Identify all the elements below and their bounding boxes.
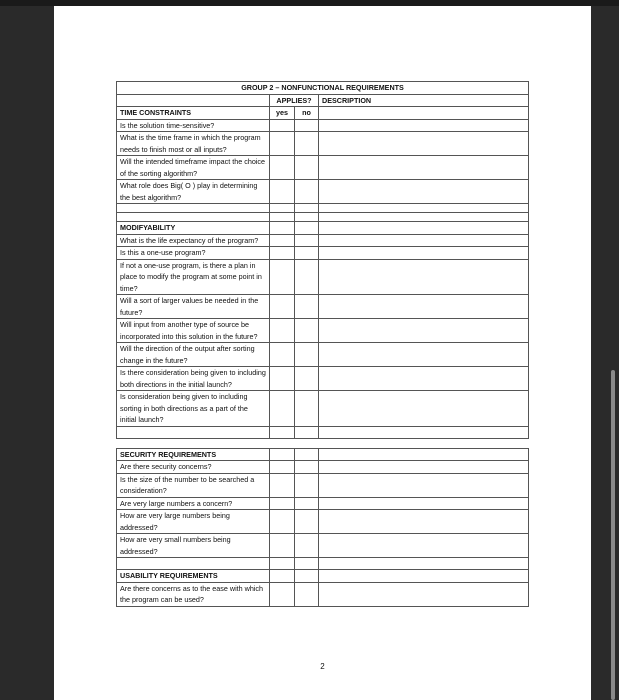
question-text: Is there consideration being given to including both directions in the initial launch? — [117, 367, 270, 391]
question-text: Is this a one-use program? — [117, 247, 270, 260]
no-cell — [295, 534, 319, 558]
no-cell — [295, 119, 319, 132]
section-heading: MODIFYABILITY — [117, 222, 270, 235]
question-row — [117, 156, 529, 180]
question-text: If not a one-use program, is there a plan in place to modify the program at some point in time? — [117, 259, 270, 295]
question-row — [117, 497, 529, 510]
question-row — [117, 259, 529, 295]
question-text: Will input from another type of source be incorporated into this solution in the future? — [117, 319, 270, 343]
header-row — [117, 94, 529, 107]
yes-cell — [270, 156, 295, 180]
no-cell — [295, 461, 319, 474]
question-row — [117, 343, 529, 367]
yes-cell — [270, 582, 295, 606]
yes-cell — [270, 534, 295, 558]
question-text: Are there security concerns? — [117, 461, 270, 474]
description-cell — [319, 343, 529, 367]
no-cell — [295, 497, 319, 510]
question-row — [117, 119, 529, 132]
description-cell — [319, 497, 529, 510]
question-row — [117, 391, 529, 427]
applies-header: APPLIES? — [270, 94, 319, 107]
vertical-scrollbar[interactable] — [611, 370, 615, 700]
section-header-row — [117, 570, 529, 583]
question-text: How are very large numbers being addressed? — [117, 510, 270, 534]
question-row — [117, 132, 529, 156]
yes-cell — [270, 497, 295, 510]
description-cell — [319, 534, 529, 558]
table-title: GROUP 2 – NONFUNCTIONAL REQUIREMENTS — [117, 82, 529, 95]
no-cell — [295, 132, 319, 156]
section-header-row — [117, 107, 529, 120]
description-cell — [319, 180, 529, 204]
no-cell — [295, 259, 319, 295]
yes-cell — [270, 180, 295, 204]
section-heading: SECURITY REQUIREMENTS — [117, 448, 270, 461]
yes-cell — [270, 461, 295, 474]
description-cell — [319, 119, 529, 132]
description-cell — [319, 367, 529, 391]
question-text: Will the direction of the output after sorting change in the future? — [117, 343, 270, 367]
description-cell — [319, 295, 529, 319]
no-cell — [295, 582, 319, 606]
description-cell — [319, 473, 529, 497]
no-cell — [295, 180, 319, 204]
section-gap — [117, 438, 529, 448]
no-cell — [295, 391, 319, 427]
requirements-table — [116, 81, 529, 607]
no-cell — [295, 295, 319, 319]
question-row — [117, 367, 529, 391]
yes-cell — [270, 367, 295, 391]
no-cell — [295, 473, 319, 497]
spacer-row — [117, 213, 529, 222]
no-cell — [295, 234, 319, 247]
yes-cell — [270, 247, 295, 260]
description-cell — [319, 234, 529, 247]
yes-cell — [270, 510, 295, 534]
spacer-row — [117, 426, 529, 438]
question-text: How are very small numbers being addressed? — [117, 534, 270, 558]
section-heading: TIME CONSTRAINTS — [117, 107, 270, 120]
description-cell — [319, 259, 529, 295]
question-text: What is the time frame in which the program needs to finish most or all inputs? — [117, 132, 270, 156]
question-row — [117, 461, 529, 474]
yes-cell — [270, 234, 295, 247]
spacer-row — [117, 204, 529, 213]
question-text: Is consideration being given to including sorting in both directions as a part of the initial launch? — [117, 391, 270, 427]
description-header: DESCRIPTION — [319, 94, 529, 107]
question-row — [117, 534, 529, 558]
no-cell — [295, 510, 319, 534]
spacer-row — [117, 558, 529, 570]
question-text: Are there concerns as to the ease with which the program can be used? — [117, 582, 270, 606]
yes-cell — [270, 319, 295, 343]
section-header-row — [117, 448, 529, 461]
no-cell — [295, 156, 319, 180]
question-text: Is the solution time-sensitive? — [117, 119, 270, 132]
section-heading: USABILITY REQUIREMENTS — [117, 570, 270, 583]
no-cell — [295, 319, 319, 343]
yes-cell — [270, 259, 295, 295]
page-number: 2 — [320, 662, 325, 671]
table-title-row — [117, 82, 529, 95]
question-row — [117, 510, 529, 534]
question-text: Will a sort of larger values be needed in the future? — [117, 295, 270, 319]
question-row — [117, 234, 529, 247]
question-row — [117, 582, 529, 606]
no-header: no — [295, 107, 319, 120]
document-page — [54, 6, 591, 700]
question-row — [117, 247, 529, 260]
question-row — [117, 180, 529, 204]
yes-cell — [270, 473, 295, 497]
question-text: What is the life expectancy of the program? — [117, 234, 270, 247]
yes-header: yes — [270, 107, 295, 120]
question-text: What role does Big( O ) play in determining the best algorithm? — [117, 180, 270, 204]
question-row — [117, 473, 529, 497]
yes-cell — [270, 132, 295, 156]
yes-cell — [270, 343, 295, 367]
question-text: Are very large numbers a concern? — [117, 497, 270, 510]
yes-cell — [270, 295, 295, 319]
question-text: Is the size of the number to be searched a consideration? — [117, 473, 270, 497]
description-cell — [319, 461, 529, 474]
yes-cell — [270, 391, 295, 427]
question-text: Will the intended timeframe impact the choice of the sorting algorithm? — [117, 156, 270, 180]
no-cell — [295, 343, 319, 367]
description-cell — [319, 319, 529, 343]
description-cell — [319, 391, 529, 427]
description-cell — [319, 582, 529, 606]
section-header-row — [117, 222, 529, 235]
no-cell — [295, 367, 319, 391]
description-cell — [319, 156, 529, 180]
description-cell — [319, 510, 529, 534]
yes-cell — [270, 119, 295, 132]
description-cell — [319, 247, 529, 260]
no-cell — [295, 247, 319, 260]
description-cell — [319, 132, 529, 156]
question-row — [117, 319, 529, 343]
question-row — [117, 295, 529, 319]
